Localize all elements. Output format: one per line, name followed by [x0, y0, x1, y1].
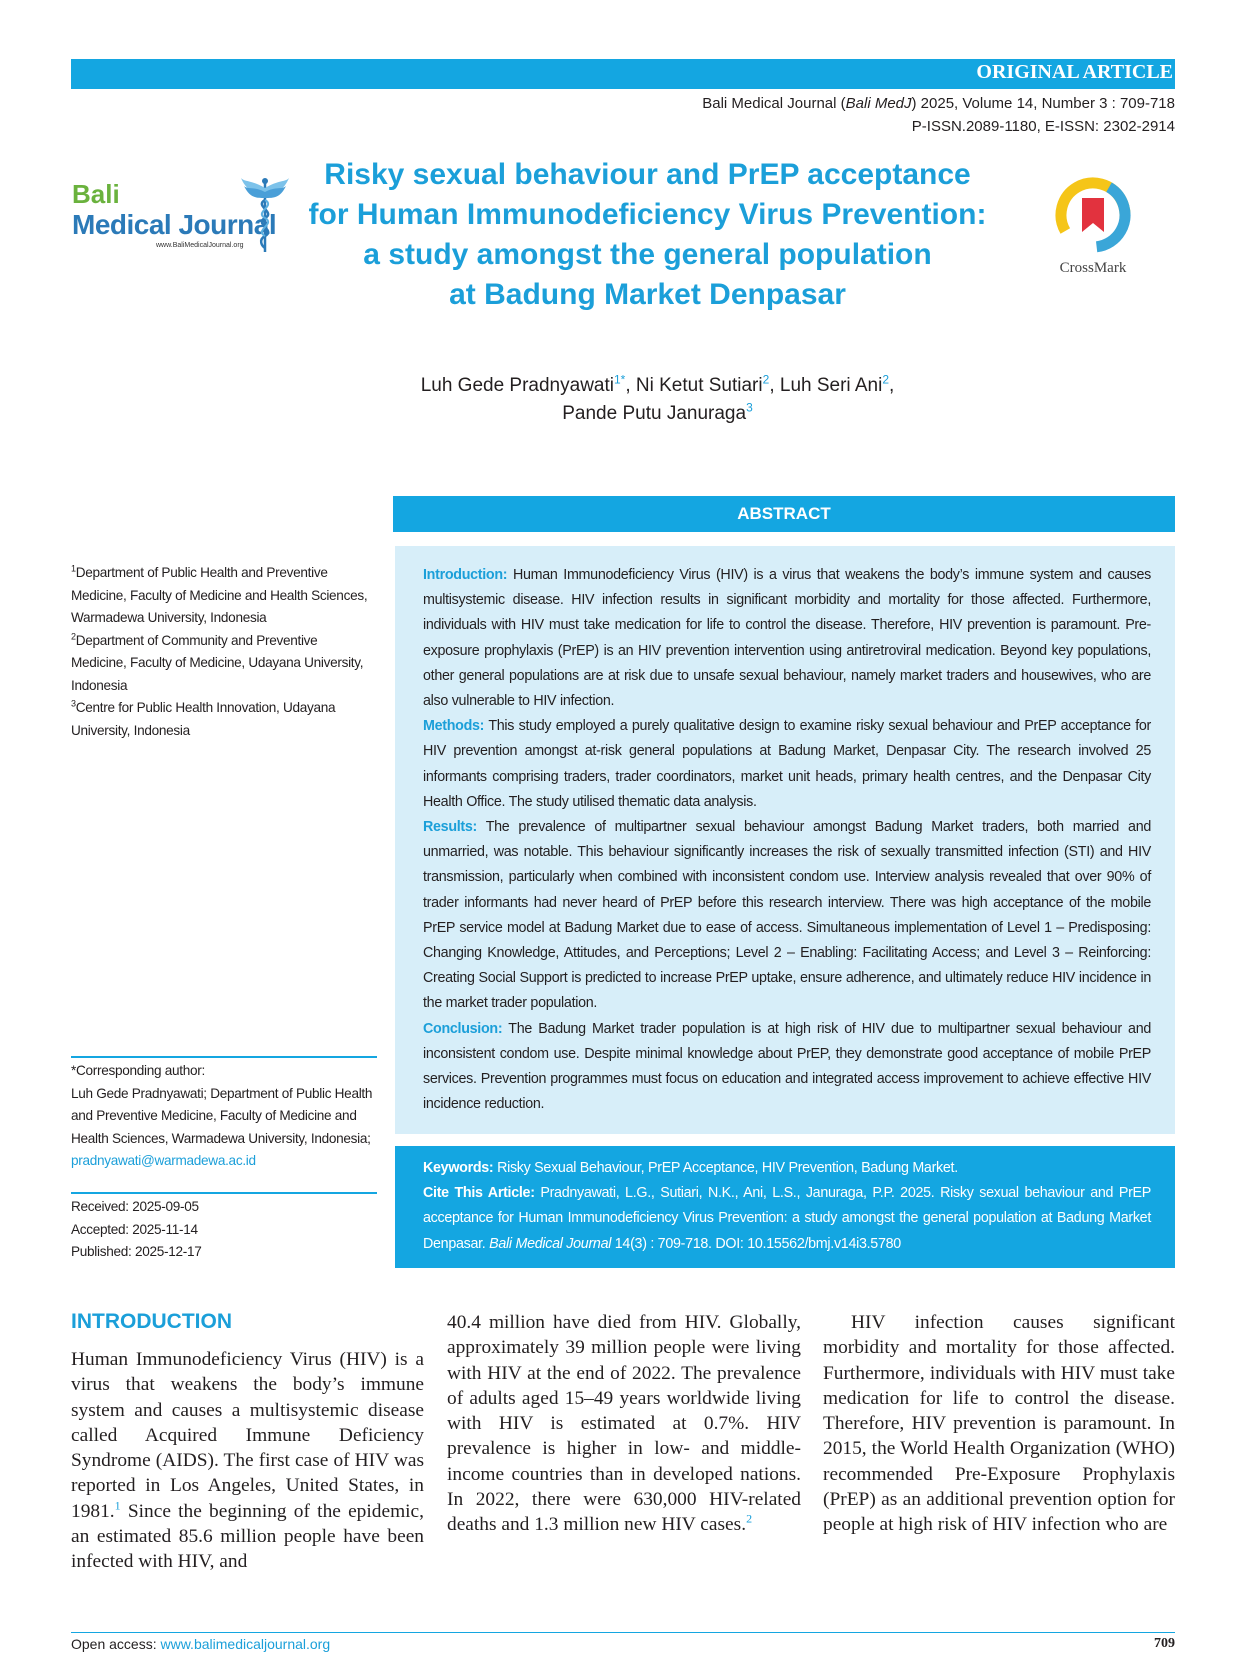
corresponding-label: *Corresponding author: — [71, 1063, 205, 1078]
accepted-date: Accepted: 2025-11-14 — [71, 1221, 198, 1237]
logo-url: www.BaliMedicalJournal.org — [156, 242, 244, 249]
abstract-conclusion: Conclusion: The Badung Market trader population is at high risk of HIV due to multipartner sexual behaviour and inconsistent condom use. Despite minimal knowledge about PrEP, they demonstrate good acceptance of mobile PrEP services. Prevention programmes must focus on education and integrated access improvement to achieve effective HIV incidence reduction. — [423, 1020, 1151, 1113]
corresponding-author — [71, 1060, 377, 1173]
reference-link[interactable]: 1 — [114, 1498, 121, 1513]
affiliation-item: $^1$Department of Public Health and Preventive Medicine, Faculty of Medicine and Health Sciences, Warmadewa University, Indonesia — [71, 563, 368, 625]
author-affiliation-marker: 1* — [613, 372, 626, 387]
author-name[interactable]: Luh Seri Ani — [779, 375, 883, 396]
corresponding-details: Luh Gede Pradnyawati; Department of Public Health and Preventive Medicine, Faculty of Medicine and Health Sciences, Warmadewa University, Indonesia; — [71, 1085, 373, 1146]
keywords-body — [423, 1156, 1151, 1257]
abstract-introduction: Introduction: Human Immunodeficiency Virus (HIV) is a virus that weakens the body’s immune system and causes multisystemic disease. HIV infection results in significant morbidity and mortality for those affected. Furthermore, individuals with HIV must take medication for life to control the disease. Therefore, HIV prevention is paramount. Pre-exposure prophylaxis (PrEP) is an HIV prevention intervention using antiretroviral medication. Beyond key populations, other general populations are at risk due to unsafe sexual behaviour, namely market traders and housewives, who are also vulnerable to HIV infection. — [423, 567, 1151, 710]
abstract-methods: Methods: This study employed a purely qualitative design to examine risky sexual behaviour and PrEP acceptance for HIV prevention amongst at-risk general populations at Badung Market, Denpasar City. The research involved 25 informants comprising traders, trader coordinators, market unit heads, primary health centres, and the Denpasar City Health Office. The study utilised thematic data analysis. — [423, 718, 1151, 810]
body-column-3: HIV infection causes significant morbidity and mortality for those affected. Furthermore, individuals with HIV must take medication for life to control the disease. Therefore, HIV prevention is paramount. In 2015, the World Health Organization (WHO) recommended Pre-Exposure Prophylaxis (PrEP) as an additional prevention option for people at high risk of HIV infection who are — [823, 1312, 1175, 1536]
abstract-body — [423, 563, 1151, 1117]
divider — [71, 1056, 377, 1058]
body-column-2: 40.4 million have died from HIV. Globally, approximately 39 million people were living with HIV at the end of 2022. The prevalence of adults aged 15–49 years worldwide living with HIV is estimated at 0.7%. HIV prevalence is higher in low- and middle-income countries than in developed nations. In 2022, there were 630,000 HIV-related deaths and 1.3 million new HIV cases.$^2$ — [447, 1312, 801, 1536]
received-date: Received: 2025-09-05 — [71, 1199, 199, 1214]
author-name[interactable]: Luh Gede Pradnyawati — [420, 375, 614, 396]
article-type-label: ORIGINAL ARTICLE — [976, 61, 1173, 83]
author-name[interactable]: Pande Putu Januraga — [562, 403, 747, 424]
page-number: 709 — [1154, 1636, 1175, 1651]
keywords: Keywords: Risky Sexual Behaviour, PrEP Acceptance, HIV Prevention, Badung Market. — [423, 1160, 958, 1176]
author-affiliation-marker: 3 — [746, 400, 753, 415]
logo-text-medical-journal: Medical Journal — [72, 209, 277, 240]
journal-website-link[interactable]: www.balimedicaljournal.org — [160, 1636, 331, 1652]
crossmark-badge[interactable] — [1052, 176, 1134, 280]
header-bar — [71, 59, 1175, 89]
corresponding-email-link[interactable]: pradnyawati@warmadewa.ac.id — [71, 1153, 256, 1168]
affiliations — [71, 562, 371, 742]
journal-logo[interactable] — [72, 180, 287, 260]
issn-line: P-ISSN.2089-1180, E-ISSN: 2302-2914 — [911, 118, 1175, 135]
body-column-1: Human Immunodeficiency Virus (HIV) is a virus that weakens the body’s immune system and causes a multisystemic disease called Acquired Immune Deficiency Syndrome (AIDS). The first case of HIV was reported in Los Angeles, United States, in 1981.$^1$ Since the beginning of the epidemic, an estimated 85.6 million people have been infected with HIV, and — [71, 1349, 424, 1573]
crossmark-icon — [1054, 176, 1132, 254]
author-affiliation-marker: 2 — [762, 372, 770, 387]
article-title: Risky sexual behaviour and PrEP acceptance for Human Immunodeficiency Virus Prevention: a study amongst the general population at Badung Market Denpasar — [308, 158, 987, 311]
author-affiliation-marker: 2 — [882, 372, 890, 387]
abstract-results: Results: The prevalence of multipartner sexual behaviour amongst Badung Market traders, both married and unmarried, was notable. This behaviour significantly increases the risk of sexually transmitted infection (STI) and HIV transmission, particularly when combined with inconsistent condom use. Interview analysis revealed that over 90% of trader informants had never heard of PrEP before this research interview. There was high acceptance of the mobile PrEP service model at Badung Market due to ease of access. Simultaneous implementation of Level 1 – Predisposing: Changing Knowledge, Attitudes, and Perceptions; Level 2 – Enabling: Facilitating Access; and Level 3 – Reinforcing: Creating Social Support is predicted to increase PrEP uptake, ensure adherence, and ultimately reduce HIV incidence in the market trader population. — [423, 819, 1151, 1012]
abstract-heading: ABSTRACT — [393, 496, 1175, 532]
author-list: Luh Gede Pradnyawati$^{1*}$, Ni Ketut Sutiari$^2$, Luh Seri Ani$^2$, Pande Putu Januraga$^3$ — [420, 372, 895, 424]
section-heading-introduction: INTRODUCTION — [71, 1310, 232, 1333]
author-name[interactable]: Ni Ketut Sutiari — [635, 375, 763, 396]
logo-text-bali: Bali — [72, 179, 120, 209]
footer-open-access: Open access: www.balimedicaljournal.org — [71, 1636, 331, 1652]
cite-this-article: Cite This Article: Pradnyawati, L.G., Sutiari, N.K., Ani, L.S., Januraga, P.P. 2025. Risky sexual behaviour and PrEP acceptance for Human Immunodeficiency Virus Prevention: a study amongst the general population at Badung Market Denpasar. Bali Medical Journal 14(3) : 709-718. DOI: 10.15562/bmj.v14i3.5780 — [423, 1185, 1151, 1252]
reference-link[interactable]: 2 — [746, 1511, 753, 1526]
journal-citation: Bali Medical Journal (Bali MedJ) 2025, Volume 14, Number 3 : 709-718 — [702, 95, 1175, 112]
divider — [71, 1192, 377, 1194]
crossmark-label: CrossMark — [1059, 260, 1127, 276]
publication-dates — [71, 1196, 377, 1264]
published-date: Published: 2025-12-17 — [71, 1244, 202, 1259]
footer-divider — [71, 1632, 1175, 1633]
affiliation-item: $^2$Department of Community and Preventive Medicine, Faculty of Medicine, Udayana University, Indonesia — [71, 630, 364, 693]
affiliation-item: $^3$Centre for Public Health Innovation, Udayana University, Indonesia — [71, 698, 336, 738]
